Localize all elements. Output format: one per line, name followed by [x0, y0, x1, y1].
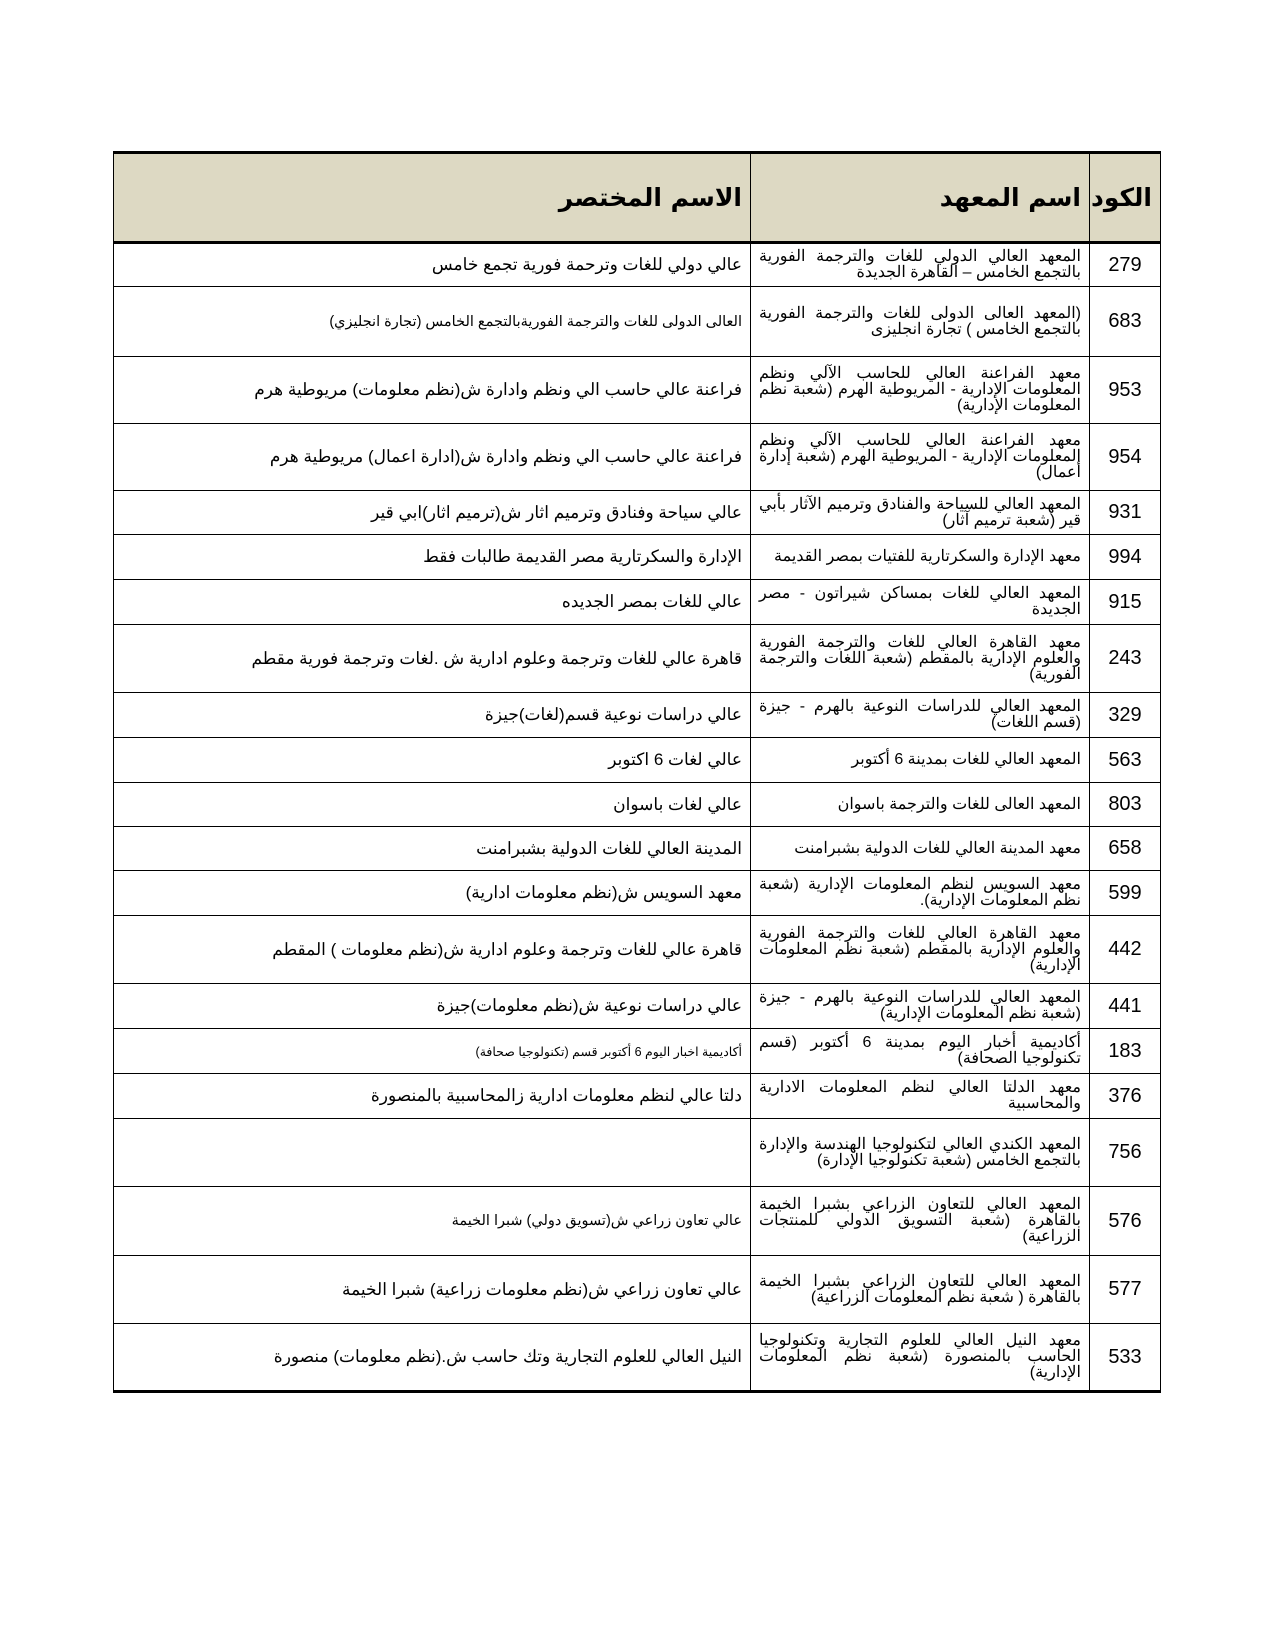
- row-institute-name: أكاديمية أخبار اليوم بمدينة 6 أكتوبر (قسم تكنولوجيا الصحافة): [751, 1029, 1090, 1074]
- row-institute-name: المعهد العالي للغات بمدينة 6 أكتوبر: [751, 738, 1090, 783]
- row-code: 953: [1090, 357, 1161, 424]
- row-code: 577: [1090, 1256, 1161, 1324]
- row-institute-name: معهد القاهرة العالي للغات والترجمة الفورية والعلوم الإدارية بالمقطم (شعبة اللغات والترجمة الفورية): [751, 625, 1090, 693]
- table-header-row: [114, 153, 1161, 243]
- header-short-name: الاسم المختصر: [114, 153, 751, 243]
- row-institute-name: المعهد العالي للدراسات النوعية بالهرم - جيزة (شعبة نظم المعلومات الإدارية): [751, 984, 1090, 1029]
- table-row: [114, 693, 1161, 738]
- row-institute-name: (المعهد العالى الدولى للغات والترجمة الفورية بالتجمع الخامس ) تجارة انجليزى: [751, 287, 1090, 357]
- row-code: 658: [1090, 827, 1161, 871]
- row-code: 183: [1090, 1029, 1161, 1074]
- row-short-name: عالي تعاون زراعي ش(نظم معلومات زراعية) شبرا الخيمة: [114, 1256, 751, 1324]
- row-institute-name: المعهد العالي للتعاون الزراعي بشبرا الخيمة بالقاهرة (شعبة التسويق الدولي للمنتجات الزراعية): [751, 1187, 1090, 1256]
- row-code: 441: [1090, 984, 1161, 1029]
- row-institute-name: المعهد العالي للدراسات النوعية بالهرم - جيزة (قسم اللغات): [751, 693, 1090, 738]
- row-short-name: قاهرة عالي للغات وترجمة وعلوم ادارية ش .لغات وترجمة فورية مقطم: [114, 625, 751, 693]
- table-row: [114, 916, 1161, 984]
- table-row: [114, 1119, 1161, 1187]
- row-institute-name: المعهد العالي للغات بمساكن شيراتون - مصر الجديدة: [751, 580, 1090, 625]
- table-row: [114, 243, 1161, 287]
- row-institute-name: معهد المدينة العالي للغات الدولية بشبرامنت: [751, 827, 1090, 871]
- table-row: [114, 1324, 1161, 1392]
- row-institute-name: معهد الفراعنة العالي للحاسب الآلي ونظم المعلومات الإدارية - المريوطية الهرم (شعبة إدارة أعمال): [751, 424, 1090, 491]
- table-row: [114, 1187, 1161, 1256]
- row-code: 279: [1090, 243, 1161, 287]
- row-institute-name: المعهد العالى للغات والترجمة باسوان: [751, 783, 1090, 827]
- row-short-name: عالي لغات 6 اكتوبر: [114, 738, 751, 783]
- institutes-table: [113, 151, 1161, 1393]
- row-short-name: عالي دراسات نوعية ش(نظم معلومات)جيزة: [114, 984, 751, 1029]
- row-short-name: فراعنة عالي حاسب الي ونظم وادارة ش(نظم معلومات) مريوطية هرم: [114, 357, 751, 424]
- row-short-name: فراعنة عالي حاسب الي ونظم وادارة ش(ادارة اعمال) مريوطية هرم: [114, 424, 751, 491]
- row-institute-name: معهد الإدارة والسكرتارية للفتيات بمصر القديمة: [751, 535, 1090, 580]
- table-row: [114, 357, 1161, 424]
- table-row: [114, 738, 1161, 783]
- row-code: 756: [1090, 1119, 1161, 1187]
- table-row: [114, 491, 1161, 535]
- row-short-name: عالي دولي للغات وترحمة فورية تجمع خامس: [114, 243, 751, 287]
- row-institute-name: معهد الفراعنة العالي للحاسب الآلي ونظم المعلومات الإدارية - المريوطية الهرم (شعبة نظم المعلومات الإدارية): [751, 357, 1090, 424]
- header-institute-name: اسم المعهد: [751, 153, 1090, 243]
- row-code: 931: [1090, 491, 1161, 535]
- row-institute-name: المعهد العالي الدولي للغات والترجمة الفورية بالتجمع الخامس – القاهرة الجديدة: [751, 243, 1090, 287]
- row-code: 533: [1090, 1324, 1161, 1392]
- row-short-name: عالي تعاون زراعي ش(تسويق دولي) شبرا الخيمة: [114, 1187, 751, 1256]
- row-short-name: المدينة العالي للغات الدولية بشبرامنت: [114, 827, 751, 871]
- row-institute-name: معهد السويس لنظم المعلومات الإدارية (شعبة نظم المعلومات الإدارية).: [751, 871, 1090, 916]
- table-row: [114, 871, 1161, 916]
- row-short-name: العالى الدولى للغات والترجمة الفوريةبالتجمع الخامس (تجارة انجليزي): [114, 287, 751, 357]
- table-row: [114, 1029, 1161, 1074]
- table-row: [114, 984, 1161, 1029]
- row-code: 442: [1090, 916, 1161, 984]
- row-institute-name: معهد القاهرة العالي للغات والترجمة الفورية والعلوم الإدارية بالمقطم (شعبة نظم المعلومات الإدارية): [751, 916, 1090, 984]
- row-short-name: عالي للغات بمصر الجديده: [114, 580, 751, 625]
- row-short-name: عالي دراسات نوعية قسم(لغات)جيزة: [114, 693, 751, 738]
- row-code: 563: [1090, 738, 1161, 783]
- table-row: [114, 287, 1161, 357]
- row-institute-name: المعهد العالي للسياحة والفنادق وترميم الآثار بأبي قير (شعبة ترميم آثار): [751, 491, 1090, 535]
- table-row: [114, 783, 1161, 827]
- table-row: [114, 1074, 1161, 1119]
- row-code: 329: [1090, 693, 1161, 738]
- table-row: [114, 1256, 1161, 1324]
- row-short-name: قاهرة عالي للغات وترجمة وعلوم ادارية ش(نظم معلومات ) المقطم: [114, 916, 751, 984]
- row-code: 683: [1090, 287, 1161, 357]
- header-code: الكود: [1090, 153, 1161, 243]
- row-code: 803: [1090, 783, 1161, 827]
- row-code: 915: [1090, 580, 1161, 625]
- row-code: 243: [1090, 625, 1161, 693]
- row-code: 954: [1090, 424, 1161, 491]
- row-institute-name: معهد الدلتا العالي لنظم المعلومات الادارية والمحاسبية: [751, 1074, 1090, 1119]
- row-short-name: الإدارة والسكرتارية مصر القديمة طالبات فقط: [114, 535, 751, 580]
- row-code: 994: [1090, 535, 1161, 580]
- row-short-name: [114, 1119, 751, 1187]
- table-row: [114, 827, 1161, 871]
- row-short-name: دلتا عالي لنظم معلومات ادارية زالمحاسبية بالمنصورة: [114, 1074, 751, 1119]
- table-row: [114, 535, 1161, 580]
- row-code: 376: [1090, 1074, 1161, 1119]
- row-code: 576: [1090, 1187, 1161, 1256]
- row-short-name: عالي سياحة وفنادق وترميم اثار ش(ترميم اثار)ابي قير: [114, 491, 751, 535]
- row-institute-name: المعهد الكندي العالي لتكنولوجيا الهندسة والإدارة بالتجمع الخامس (شعبة تكنولوجيا الإدارة): [751, 1119, 1090, 1187]
- row-short-name: معهد السويس ش(نظم معلومات ادارية): [114, 871, 751, 916]
- row-short-name: عالي لغات باسوان: [114, 783, 751, 827]
- row-short-name: النيل العالي للعلوم التجارية وتك حاسب ش.(نظم معلومات) منصورة: [114, 1324, 751, 1392]
- row-code: 599: [1090, 871, 1161, 916]
- row-short-name: أكاديمية اخبار اليوم 6 أكتوبر قسم (تكنولوجيا صحافة): [114, 1029, 751, 1074]
- table-row: [114, 424, 1161, 491]
- row-institute-name: المعهد العالي للتعاون الزراعي بشبرا الخيمة بالقاهرة ( شعبة نظم المعلومات الزراعية): [751, 1256, 1090, 1324]
- table-row: [114, 580, 1161, 625]
- row-institute-name: معهد النيل العالي للعلوم التجارية وتكنولوجيا الحاسب بالمنصورة (شعبة نظم المعلومات الإدارية): [751, 1324, 1090, 1392]
- table-row: [114, 625, 1161, 693]
